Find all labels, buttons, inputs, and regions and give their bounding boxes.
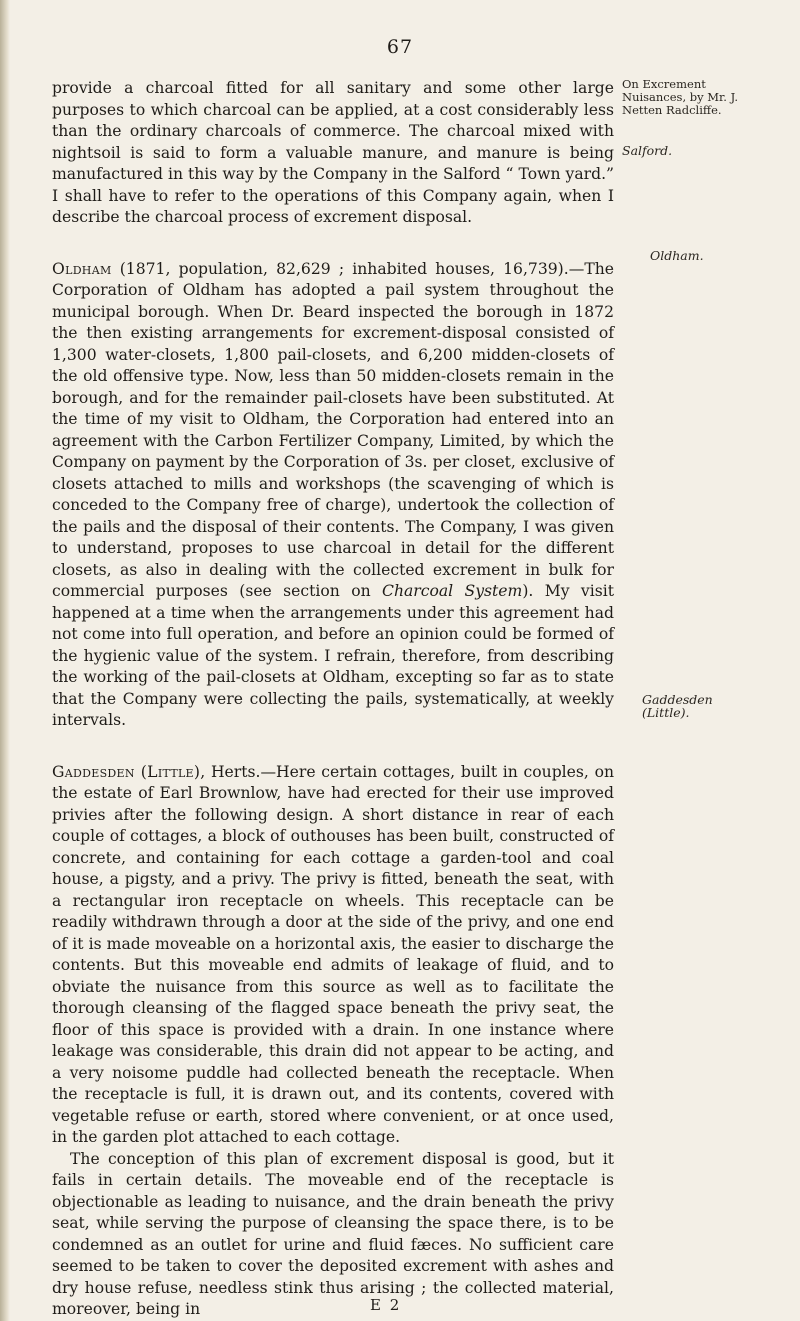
section-heading-gaddesden: Gaddesden (Little) bbox=[52, 762, 201, 781]
oldham-text-a: (1871, population, 82,629 ; inhabited houses, 16,739).—The Corporation of Oldham has adopted a pail system throughout the municipal borough. When Dr. Beard inspected the borough in 1872 the then existing arrangements for excrement-disposal consisted of 1,300 water-closets, 1,800 pail-closets, and 6,200 midden-closets of the old offensive type. Now, less than 50 midden-closets remain in the borough, and for the remainder pail-closets have been substituted. At the time of my visit to Oldham, the Corporation had entered into an agreement with the Carbon Fertilizer Company, Limited, by which the Company on payment by the Corporation of 3s. per closet, exclusive of closets attached to mills and workshops (the scavenging of which is conceded to the Company free of charge), undertook the collection of the pails and the disposal of their contents. The Company, I was given to understand, proposes to use charcoal in detail for the different closets, as also in dealing with the collected excrement in bulk for commercial purposes (see section on bbox=[52, 259, 614, 600]
section-heading-oldham: Oldham bbox=[52, 259, 112, 278]
oldham-text-b: ). My visit happened at a time when the arrangements under this agreement had not come into full operation, and before an opinion could be formed of the hygienic value of the system. I refrain, therefore, from describing the working of the pail-closets at Oldham, excepting so far as to state that the Company were collecting the pails, systematically, at weekly intervals. bbox=[52, 582, 614, 729]
gaddesden-text: , Herts.—Here certain cottages, built in couples, on the estate of Earl Brownlow, have had erected for their use improved privies after the following design. A short distance in rear of each couple of cottages, a block of outhouses has been built, constructed of concrete, and containing for each cottage a garden-tool and coal house, a pigsty, and a privy. The privy is fitted, beneath the seat, with a rectangular iron receptacle on wheels. This receptacle can be readily withdrawn through a door at the side of the privy, and one end of it is made moveable on a horizontal axis, the easier to discharge the contents. But this moveable end admits of leakage of fluid, and to obviate the nuisance from this source as well as to facilitate the thorough cleansing of the flagged space beneath the privy seat, the floor of this space is provided with a drain. In one instance where leakage was considerable, this drain did not appear to be acting, and a very noisome puddle had collected beneath the receptacle. When the receptacle is full, it is drawn out, and its contents, covered with vegetable refuse or earth, stored where convenient, or at once used, in the garden plot attached to each cottage. bbox=[52, 762, 615, 1146]
paragraph-gaddesden bbox=[52, 762, 614, 1149]
page-number: 67 bbox=[386, 36, 414, 58]
main-text bbox=[52, 78, 614, 1321]
paragraph-charcoal-salford: provide a charcoal fitted for all sanitary and some other large purposes to which charcoal can be applied, at a cost considerably less than the ordinary charcoals of commerce. The charcoal mixed with nightsoil is said to form a valuable manure, and manure is being manufactured in this way by the Company in the Salford “ Town yard.” I shall have to refer to the operations of this Company again, when I describe the charcoal process of excrement disposal. bbox=[52, 79, 614, 226]
signature-mark: E 2 bbox=[370, 1296, 402, 1314]
side-note-excrement: On Excrement Nuisances, by Mr. J. Netten Radcliffe. bbox=[622, 77, 738, 117]
side-note-oldham: Oldham. bbox=[650, 248, 704, 263]
oldham-text-italic: Charcoal System bbox=[382, 582, 523, 600]
paragraph-gaddesden-assessment: The conception of this plan of excrement disposal is good, but it fails in certain details. The moveable end of the receptacle is objectionable as leading to nuisance, and the drain beneath the privy seat, while serving the purpose of cleansing the space there, is to be condemned as an outlet for urine and fluid fæces. No sufficient care seemed to be taken to cover the deposited excrement with ashes and dry house refuse, needless stink thus arising ; the collected material, moreover, being in bbox=[52, 1149, 614, 1318]
side-note-gaddesden: Gaddesden (Little). bbox=[642, 692, 713, 720]
page-edge bbox=[0, 0, 10, 1321]
side-note-salford: Salford. bbox=[622, 143, 673, 158]
paragraph-oldham bbox=[52, 259, 614, 732]
